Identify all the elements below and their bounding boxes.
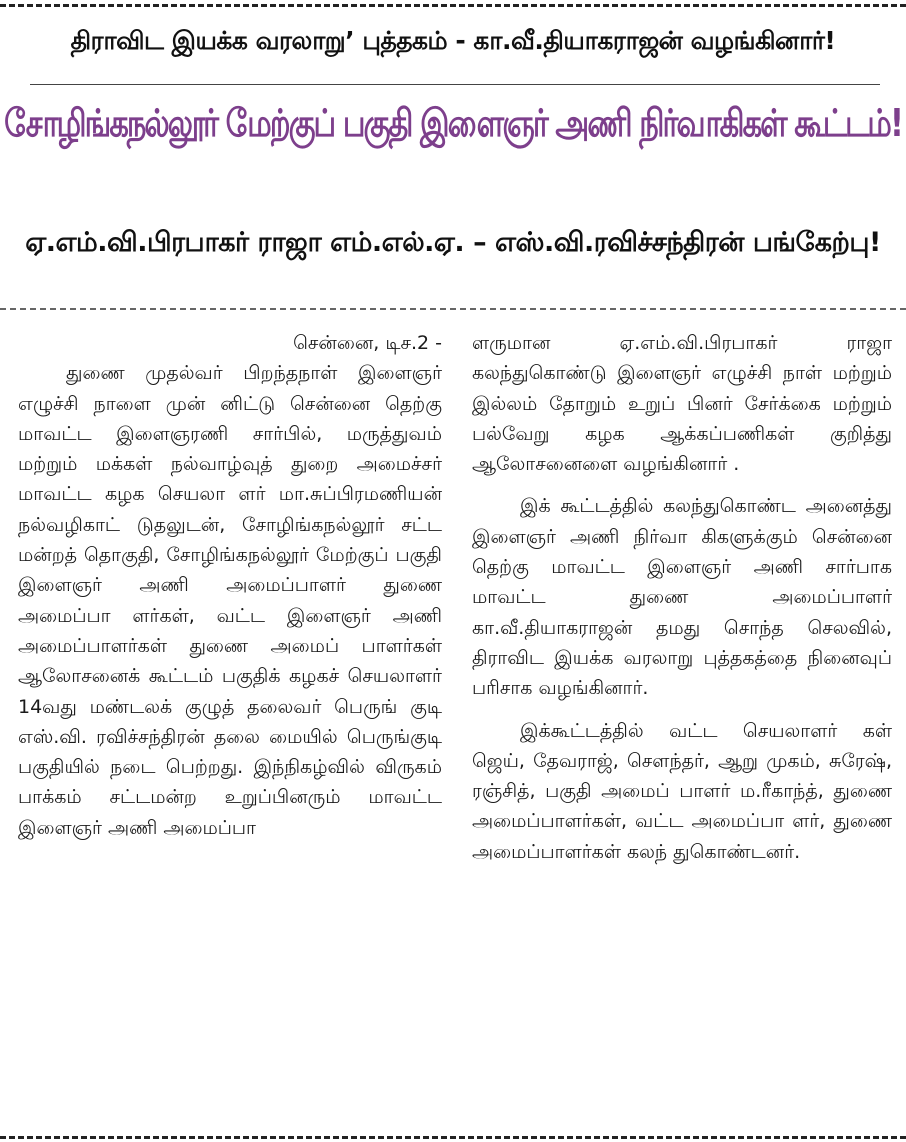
article-paragraph: துணை முதல்வர் பிறந்தநாள் இளைஞர் எழுச்சி நாளை முன் னிட்டு சென்னை தெற்கு மாவட்ட இளைஞரணி சார்பில், மருத்துவம் மற்றும் மக்கள் நல்வாழ்வுத் துறை அமைச்சர் மாவட்ட கழக செயலா ளர் மா.சுப்பிரமணியன் நல்வழிகாட் டுதலுடன், சோழிங்கநல்லூர் சட்ட மன்றத் தொகுதி, சோழிங்கநல்லூர் மேற்குப் பகுதி இளைஞர் அணி அமைப்பாளர் துணை அமைப்பா ளர்கள், வட்ட இளைஞர் அணி அமைப்பாளர்கள் துணை அமைப் பாளர்கள் ஆலோசனைக் கூட்டம் பகுதிக் கழகச் செயலாளர் 14வது மண்டலக் குழுத் தலைவர் பெருங் குடி எஸ்.வி. ரவிச்சந்திரன் தலை மையில் பெருங்குடி பகுதியில் நடை பெற்றது. இந்நிகழ்வில் விருகம் பாக்கம் சட்டமன்ற உறுப்பினரும் மாவட்ட இளைஞர் அணி அமைப்பா [18, 362, 442, 839]
article-paragraph: இக் கூட்டத்தில் கலந்துகொண்ட அனைத்து இளைஞர் அணி நிர்வா கிகளுக்கும் சென்னை தெற்கு மாவட்ட இளைஞர் அணி சார்பாக மாவட்ட துணை அமைப்பாளர் கா.வீ.தியாகராஜன் தமது சொந்த செலவில், திராவிட இயக்க வரலாறு புத்தகத்தை நினைவுப் பரிசாக வழங்கினார். [472, 495, 892, 700]
main-headline: சோழிங்கநல்லூர் மேற்குப் பகுதி இளைஞர் அணி நிர்வாகிகள் கூட்டம்! [4, 102, 902, 146]
top-dashed-border [0, 4, 906, 7]
bottom-dashed-border [0, 1136, 906, 1139]
kicker-rule [30, 84, 880, 85]
article-paragraph: இக்கூட்டத்தில் வட்ட செயலாளர் கள் ஜெய், தேவராஜ், சௌந்தர், ஆறு முகம், சுரேஷ், ரஞ்சித், பகுதி அமைப் பாளர் ம.ரீகாந்த், துணை அமைப்பாளர்கள், வட்ட அமைப்பா ளர், துணை அமைப்பாளர்கள் கலந் துகொண்டனர். [472, 719, 892, 863]
article-column-right [472, 328, 892, 867]
dateline: சென்னை, டிச.2 - [293, 332, 442, 354]
header-dashed-rule [0, 308, 906, 310]
article-column-left [18, 328, 442, 843]
article-paragraph: ளருமான ஏ.எம்.வி.பிரபாகர் ராஜா கலந்துகொண்டு இளைஞர் எழுச்சி நாள் மற்றும் இல்லம் தோறும் உறுப் பினர் சேர்க்கை மற்றும் பல்வேறு கழக ஆக்கப்பணிகள் குறித்து ஆலோசனைளை வழங்கினார் . [472, 332, 892, 476]
subheadline: ஏ.எம்.வி.பிரபாகர் ராஜா எம்.எல்.ஏ. – எஸ்.வி.ரவிச்சந்திரன் பங்கேற்பு! [25, 227, 881, 258]
kicker-headline: திராவிட இயக்க வரலாறு’ புத்தகம் - கா.வீ.தியாகராஜன் வழங்கினார்! [70, 26, 836, 55]
